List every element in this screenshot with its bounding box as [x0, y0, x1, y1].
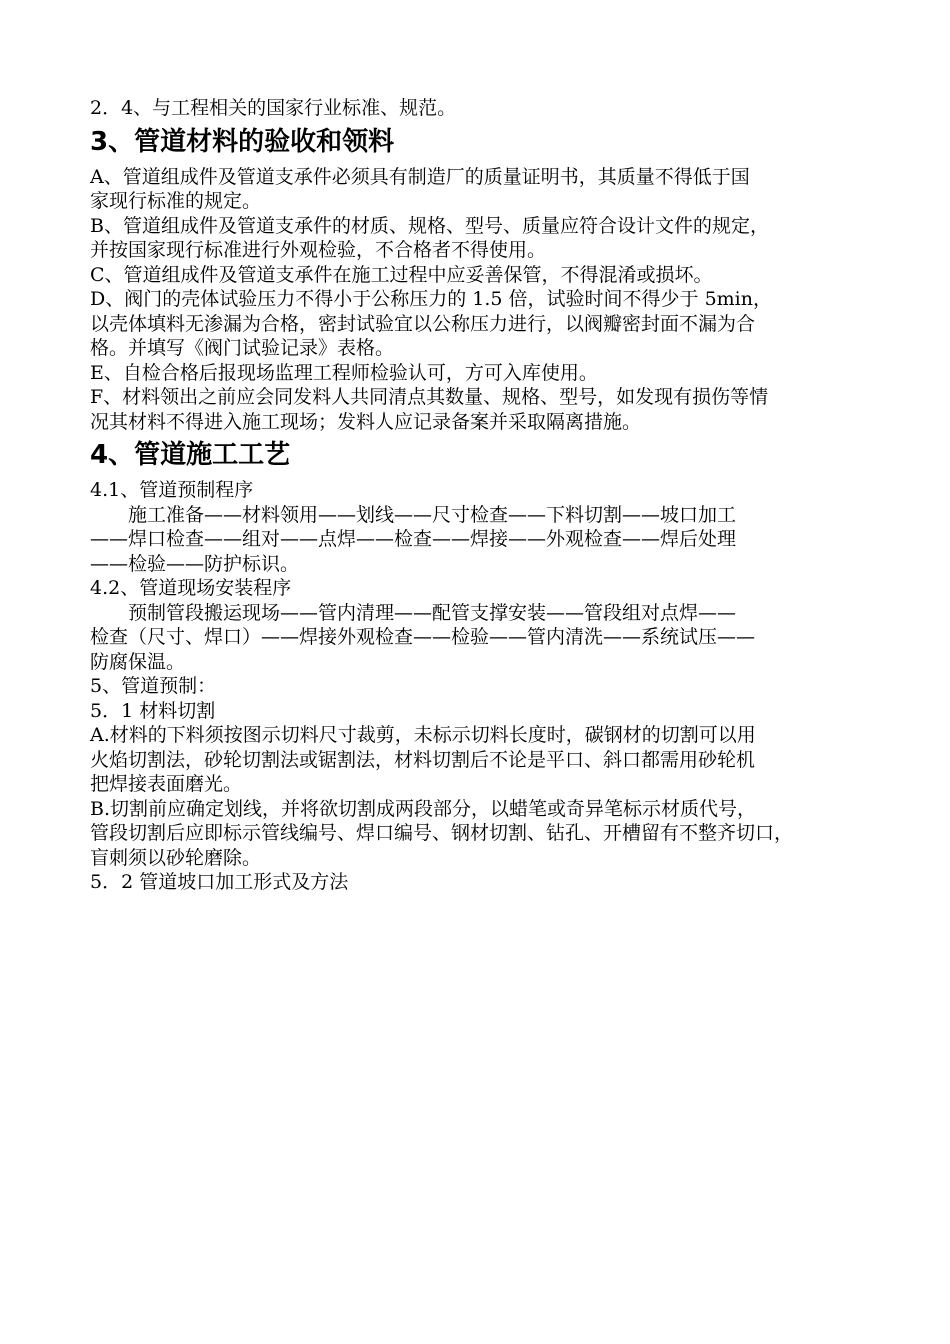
document-page	[90, 96, 865, 895]
prefab-procedure-line-2: ——焊口检查——组对——点焊——检查——焊接——外观检查——焊后处理	[90, 528, 737, 550]
install-procedure-line-1: 预制管段搬运现场——管内清理——配管支撑安装——管段组对点焊——	[128, 601, 737, 624]
install-procedure-line-2: 检查（尺寸、焊口）——焊接外观检查——检验——管内清洗——系统试压——	[90, 626, 756, 648]
item-a-line-1: A、管道组成件及管道支承件必须具有制造厂的质量证明书，其质量不得低于国	[90, 165, 750, 188]
cutting-a-line-1: A.材料的下料须按图示切料尺寸裁剪，未标示切料长度时，碳钢材的切割可以用	[90, 724, 756, 746]
cutting-a-line-3: 把焊接表面磨光。	[90, 773, 243, 795]
item-e-line-1: E、自检合格后报现场监理工程师检验认可，方可入库使用。	[90, 361, 598, 384]
item-f-line-1: F、材料领出之前应会同发料人共同清点其数量、规格、型号，如发现有损伤等情	[90, 386, 769, 408]
install-procedure-line-3: 防腐保温。	[90, 650, 186, 673]
standards-line: 2．4、与工程相关的国家行业标准、规范。	[90, 97, 457, 119]
section-5-title: 5、管道预制：	[90, 675, 217, 697]
subsection-5-1-title: 5．1 材料切割	[90, 699, 216, 722]
subsection-4-1-title: 4.1、管道预制程序	[90, 479, 254, 501]
prefab-procedure-line-1: 施工准备——材料领用——划线——尺寸检查——下料切割——坡口加工	[128, 503, 737, 526]
subsection-4-2-title: 4.2、管道现场安装程序	[90, 577, 292, 599]
item-b-line-2: 并按国家现行标准进行外观检验，不合格者不得使用。	[90, 239, 547, 261]
item-b-line-1: B、管道组成件及管道支承件的材质、规格、型号、质量应符合设计文件的规定，	[90, 214, 769, 237]
cutting-a-line-2: 火焰切割法，砂轮切割法或锯割法，材料切割后不论是平口、斜口都需用砂轮机	[90, 748, 756, 771]
cutting-b-line-3: 盲刺须以砂轮磨除。	[90, 846, 262, 869]
item-a-line-2: 家现行标准的规定。	[90, 190, 262, 212]
subsection-5-2-title: 5．2 管道坡口加工形式及方法	[90, 871, 349, 893]
section-3-heading: 3、管道材料的验收和领料	[90, 126, 395, 157]
prefab-procedure-line-3: ——检验——防护标识。	[90, 552, 300, 575]
item-d-line-2: 以壳体填料无渗漏为合格，密封试验宜以公称压力进行，以阀瓣密封面不漏为合	[90, 312, 756, 335]
cutting-b-line-1: B.切割前应确定划线，并将欲切割成两段部分，以蜡笔或奇异笔标示材质代号，	[90, 797, 757, 820]
section-4-heading: 4、管道施工工艺	[90, 440, 291, 470]
item-d-line-3: 格。并填写《阀门试验记录》表格。	[90, 337, 395, 359]
cutting-b-line-2: 管段切割后应即标示管线编号、焊口编号、钢材切割、钻孔、开槽留有不整齐切口，	[90, 822, 794, 844]
item-d-line-1: D、阀门的壳体试验压力不得小于公称压力的 1.5 倍，试验时间不得少于 5min，	[90, 288, 772, 310]
item-c-line-1: C、管道组成件及管道支承件在施工过程中应妥善保管，不得混淆或损坏。	[90, 263, 713, 286]
item-f-line-2: 况其材料不得进入施工现场；发料人应记录备案并采取隔离措施。	[90, 410, 642, 433]
